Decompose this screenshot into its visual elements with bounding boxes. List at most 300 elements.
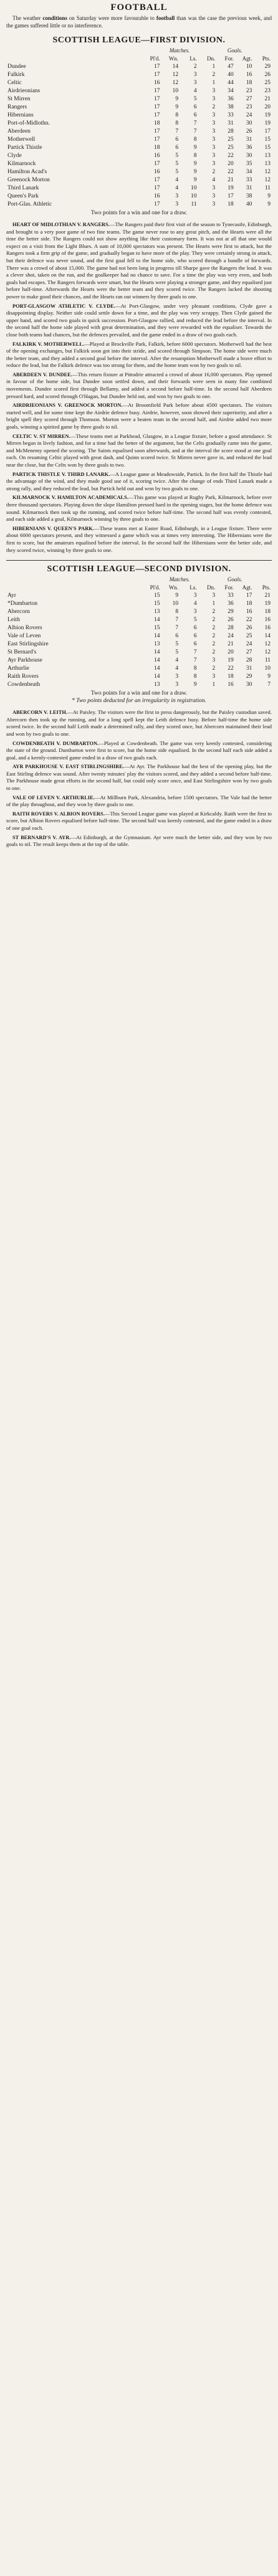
report-text: —A League game at Meadowside, Partick. In the first half the Thistle had the advantage of the wind, and they made good use of it, scoring twice. After the change of ends Third Lanark made a strong rally, and they reduced the lead, but Partick held out and won by two goals to one. [6,470,272,492]
stat-cell: 29 [246,673,252,680]
second-division-section [6,564,272,704]
team-name: St Mirren [7,96,31,102]
stat-cell: 8 [193,153,197,159]
stat-cell: 14 [153,673,160,680]
stat-cell: 4 [175,185,179,191]
stat-cell: 24 [246,112,252,118]
intro-text: The weather [12,15,43,21]
match-report [6,494,272,523]
table-row [6,176,272,184]
stat-cell: 14 [153,633,160,640]
match-report [6,471,272,493]
table-row [6,184,272,192]
stat-cell: 3 [212,112,216,118]
stat-cell: 16 [153,169,160,175]
stat-cell: 8 [175,120,179,126]
stat-cell: 14 [153,649,160,656]
stat-cell: 22 [246,617,252,624]
stat-cell: 34 [246,169,252,175]
stat-cell: 9 [193,682,197,688]
stat-cell: 5 [175,641,179,648]
stat-cell: 20 [228,161,234,167]
stat-cell: 4 [175,665,179,672]
report-heading: HEART OF MIDLOTHIAN V. RANGERS. [12,222,110,227]
second-division-table [6,576,272,689]
stat-cell: 17 [153,112,160,118]
stat-cell: 10 [264,665,271,672]
stat-cell: 2 [212,625,216,632]
stat-cell: 5 [175,161,179,167]
team-name: Ayr [7,592,16,599]
table-row [6,592,272,600]
first-division-title: SCOTTISH LEAGUE—FIRST DIVISION. [52,36,226,45]
column-header: For. [224,584,234,591]
stat-cell: 3 [193,592,197,599]
stat-cell: 17 [264,128,271,135]
stat-cell: 19 [264,112,271,118]
stat-cell: 31 [246,665,252,672]
match-report [6,341,272,369]
team-name: Abercorn [7,609,30,615]
stat-cell: 3 [212,592,216,599]
stat-cell: 31 [246,185,252,191]
stat-cell: 22 [228,169,234,175]
stat-cell: 17 [153,185,160,191]
stat-cell: 33 [246,177,252,183]
stat-cell: 14 [153,617,160,624]
intro-text: on Saturday were more favourable to [67,15,156,21]
team-name: Aberdeen [7,128,31,135]
matches-group-header: Matches. [169,576,190,583]
stat-cell: 30 [246,682,252,688]
team-name: *Dumbarton [7,601,38,607]
stat-cell: 3 [193,80,197,86]
stat-cell: 3 [212,657,216,664]
table-row [6,152,272,160]
stat-cell: 21 [228,177,234,183]
report-text: —At Ayr. The Parkhouse had the best of the opening play, but the East Stirling defence was sound. After twenty minutes' play the visitors scored, and they added a second before half-time. The Parkhouse made great efforts in the second half, but could only score once, and East Stirlingshire won by two goals to one. [6,763,272,792]
stat-cell: 3 [212,120,216,126]
stat-cell: 4 [175,177,179,183]
intro-text: than was the case the previous week, and the games suffered little or no interference. [6,15,272,29]
team-name: Third Lanark [7,185,39,191]
stat-cell: 7 [193,120,197,126]
report-heading: VALE OF LEVEN V. ARTHURLIE. [12,794,95,801]
stat-cell: 6 [193,625,197,632]
stat-cell: 16 [246,72,252,78]
report-heading: COWDENBEATH V. DUMBARTON. [12,740,99,746]
stat-cell: 1 [212,601,216,607]
stat-cell: 27 [246,96,252,102]
report-text: —At Paisley. The visitors were the first to press dangerously, but the Paisley custodian saved. Abercorn then took up the running, and for a long spell kept the Leith defence busy. Before half-time the home side scored twice. In the second half Leith made a determined rally, and they scored once, but Abercorn maintained their lead and won by two goals to one. [6,709,272,737]
stat-cell: 7 [193,128,197,135]
stat-cell: 18 [153,120,160,126]
stat-cell: 23 [246,104,252,110]
stat-cell: 18 [264,609,271,615]
team-name: Rangers [7,104,27,110]
stat-cell: 12 [172,72,179,78]
match-report [6,709,272,738]
stat-cell: 14 [264,633,271,640]
column-header: Ls. [189,55,197,62]
report-heading: RAITH ROVERS V. ALBION ROVERS. [12,810,105,817]
stat-cell: 9 [267,201,271,207]
stat-cell: 8 [193,673,197,680]
page-title: FOOTBALL [110,2,168,12]
newspaper-page [6,2,272,2576]
stat-cell: 16 [228,682,234,688]
stat-cell: 19 [228,185,234,191]
match-report [6,525,272,554]
report-text: —At Millburn Park, Alexandria, before 1500 spectators. The Vale had the better of the play throughout, and they won by three goals to one. [6,794,272,808]
team-name: Leith [7,617,21,624]
stat-cell: 27 [246,649,252,656]
table-row [6,649,272,657]
team-name: Raith Rovers [7,673,39,680]
match-report [6,763,272,792]
stat-cell: 19 [228,657,234,664]
stat-cell: 6 [175,136,179,143]
stat-cell: 6 [193,112,197,118]
stat-cell: 25 [228,136,234,143]
match-report [6,371,272,400]
stat-cell: 19 [264,601,271,607]
table-row [6,673,272,681]
column-header: For. [224,55,234,62]
stat-cell: 4 [212,177,216,183]
stat-cell: 3 [212,153,216,159]
column-header: Pts. [262,55,271,62]
team-name: Hamilton Acad's [7,169,47,175]
stat-cell: 6 [193,633,197,640]
stat-cell: 9 [175,592,179,599]
stat-cell: 3 [212,145,216,151]
stat-cell: 22 [228,153,234,159]
team-name: Dundee [7,64,26,70]
report-heading: FALKIRK V. MOTHERWELL. [12,341,85,347]
stat-cell: 17 [153,136,160,143]
match-report [6,740,272,762]
table-row [6,201,272,209]
report-heading: ST BERNARD'S V. AYR. [12,834,71,840]
stat-cell: 15 [153,601,160,607]
match-report [6,221,272,301]
stat-cell: 21 [228,641,234,648]
first-division-table [6,47,272,209]
match-report [6,303,272,339]
stat-cell: 2 [212,169,216,175]
stat-cell: 6 [193,104,197,110]
stat-cell: 7 [175,625,179,632]
blank-head [6,55,143,63]
matches-group-header: Matches. [169,47,190,54]
stat-cell: 16 [246,609,252,615]
report-heading: ABERDEEN V. DUNDEE. [12,371,72,378]
report-text: —Played at Brockville Park, Falkirk, before 6000 spectators. Motherwell had the best of the opening exchanges, but Falkirk soon got into their stride, and scored through Simpson. The home side were much the better team, and they added a second goal before the interval. After the resumption Motherwell made a brave effort to reduce the lead, but the Falkirk defence was too strong for them, and the home team won by two goals to nil. [6,340,272,369]
stat-cell: 5 [193,96,197,102]
stat-cell: 13 [264,153,271,159]
stat-cell: 16 [153,193,160,199]
stat-cell: 18 [153,145,160,151]
stat-cell: 4 [193,88,197,94]
stat-cell: 9 [193,161,197,167]
table-row [6,95,272,103]
stat-cell: 4 [193,601,197,607]
stat-cell: 36 [228,96,234,102]
match-report [6,834,272,848]
report-text: —The Rangers paid their first visit of the season to Tynecastle, Edinburgh, and brought to a very poor game of two fine teams. The game never rose to any great pitch, and the Hearts were all the time the better side. The Rangers could not show anything like their customary form. It was not at all that one would expect on a visit from the Light Blues. A sum of 10,000 spectators was present. The Hearts were first to attack, but the Rangers took a firm grip of the game, and gradually began to have more of the play. They were certainly strong in attack, but their defence was never sound, and the first goal fell to the home side, who scored through a bundle of forwards. There was a crowd of about 15,000. The game had not been long in progress till Sharpe gave the Rangers the lead. It was a clever shot, taken on the run, and the goalkeeper had no chance to save. For a time the play was very even, and both goals had escapes. The Rangers forwards were smart, but the Hearts were playing a stronger game, and they equalised just before half-time. Afterwards the Hearts were the better team and they scored twice. The Rangers lacked the shooting power to make good their chances, and the Hearts ran out winners by three goals to one. [6,221,272,300]
highlight-conditions: conditions [42,15,67,21]
stat-cell: 3 [212,193,216,199]
stat-cell: 14 [153,657,160,664]
report-text: —This return fixture at Pittodrie attracted a crowd of about 16,000 spectators. Play opened in favour of the home side, but Dundee soon settled down, and their forwards were seen in many fine combined movements. Dundee scored first through Bellamy, and added a second before half-time. In the second half Aberdeen pressed hard, and scored through O'Hagan, but Dundee held out, and won by two goals to one. [6,371,272,399]
table-row [6,632,272,640]
stat-cell: 10 [191,193,197,199]
stat-cell: 16 [264,617,271,624]
stat-cell: 28 [228,625,234,632]
stat-cell: 3 [212,161,216,167]
table-row [6,112,272,120]
stat-cell: 7 [193,657,197,664]
stat-cell: 5 [175,649,179,656]
team-name: Albion Rovers [7,625,42,632]
column-header: Ls. [189,584,197,591]
column-header: Dn. [206,584,216,591]
team-name: Cowdenbeath [7,682,41,688]
stat-cell: 47 [228,64,234,70]
stat-cell: 36 [228,601,234,607]
column-header: Pl'd. [150,584,160,591]
stat-cell: 7 [175,128,179,135]
team-name: Queen's Park [7,193,39,199]
column-header-row [6,584,272,592]
table-row [6,624,272,632]
stat-cell: 10 [172,601,179,607]
stat-cell: 9 [193,169,197,175]
stat-cell: 18 [246,80,252,86]
stat-cell: 18 [228,201,234,207]
stat-cell: 17 [153,128,160,135]
table-row [6,160,272,168]
stat-cell: 34 [228,88,234,94]
table-row [6,87,272,95]
stat-cell: 12 [264,641,271,648]
column-header-row [6,55,272,63]
goals-group-header: Goals. [227,576,242,583]
blank-head [6,576,143,584]
stat-cell: 15 [153,625,160,632]
report-heading: AIRDRIEONIANS V. GREENOCK MORTON. [12,402,123,409]
stat-cell: 29 [264,64,271,70]
stat-cell: 9 [193,177,197,183]
report-text: —Played at Cowdenbeath. The game was very keenly contested, considering the state of the ground. Dumbarton were first to score, but the home side equalised. In the second half each side added a goal, and a keenly-contested game ended in a draw of two goals each. [6,739,272,761]
stat-cell: 3 [193,72,197,78]
stat-cell: 15 [264,145,271,151]
stat-cell: 7 [175,617,179,624]
stat-cell: 12 [172,80,179,86]
team-name: Ayr Parkhouse [7,657,42,664]
blank-head [6,47,143,55]
stat-cell: 11 [264,657,271,664]
team-name: Falkirk [7,72,25,78]
stat-cell: 21 [264,96,271,102]
stat-cell: 13 [264,161,271,167]
stat-cell: 8 [193,665,197,672]
stat-cell: 30 [246,153,252,159]
stat-cell: 13 [153,609,160,615]
report-heading: AYR PARKHOUSE V. EAST STIRLINGSHIRE. [12,764,124,770]
report-heading: KILMARNOCK V. HAMILTON ACADEMICALS. [12,495,128,501]
stat-cell: 9 [175,104,179,110]
blank-head [253,47,272,55]
stat-cell: 11 [191,201,197,207]
team-name: Clyde [7,153,22,159]
stat-cell: 17 [153,88,160,94]
stat-cell: 22 [228,665,234,672]
match-report [6,794,272,809]
stat-cell: 16 [153,153,160,159]
stat-cell: 15 [153,592,160,599]
stat-cell: 24 [246,641,252,648]
deduction-note: * Two points deducted for an irregularity in registration. [72,698,206,705]
stat-cell: 23 [246,88,252,94]
stat-cell: 1 [212,64,216,70]
team-name: Port-Glas. Athletic [7,201,52,207]
stat-cell: 5 [193,617,197,624]
blank-head [6,584,143,592]
team-name: Motherwell [7,136,36,143]
stat-cell: 3 [175,193,179,199]
stat-cell: 9 [175,96,179,102]
stat-cell: 3 [212,201,216,207]
stat-cell: 2 [212,665,216,672]
stat-cell: 26 [228,617,234,624]
team-name: Port-of-Midlothn. [7,120,50,126]
stat-cell: 33 [228,112,234,118]
stat-cell: 3 [175,201,179,207]
second-division-reports [6,709,272,848]
column-header: Dn. [206,55,216,62]
stat-cell: 12 [264,649,271,656]
stat-cell: 26 [246,625,252,632]
table-row [6,79,272,87]
team-name: Kilmarnock [7,161,36,167]
column-header: Agt. [242,55,252,62]
stat-cell: 2 [193,64,197,70]
stat-cell: 17 [228,193,234,199]
stat-cell: 26 [264,72,271,78]
column-header: Agt. [242,584,252,591]
stat-cell: 17 [153,72,160,78]
stat-cell: 9 [193,145,197,151]
table-row [6,600,272,608]
stat-cell: 38 [246,193,252,199]
stat-cell: 3 [212,185,216,191]
stat-cell: 1 [212,682,216,688]
stat-cell: 4 [175,657,179,664]
report-text: —At Edinburgh, at the Gymnasium. Ayr were much the better side, and they won by two goals to nil. The result keeps them at the top of the table. [6,834,272,848]
team-name: East Stirlingshire [7,641,49,648]
table-row [6,128,272,136]
stat-cell: 14 [153,665,160,672]
stat-cell: 14 [172,64,179,70]
stat-cell: 35 [246,161,252,167]
stat-cell: 2 [212,609,216,615]
stat-cell: 1 [212,80,216,86]
stat-cell: 18 [228,673,234,680]
stat-cell: 13 [153,641,160,648]
team-name: St Bernard's [7,649,37,656]
stat-cell: 2 [212,649,216,656]
report-heading: PORT-GLASGOW ATHLETIC V. CLYDE. [12,303,115,309]
stat-cell: 3 [175,682,179,688]
column-header: Wn. [168,55,179,62]
match-report [6,433,272,469]
second-division-title: SCOTTISH LEAGUE—SECOND DIVISION. [47,564,231,574]
table-row [6,71,272,79]
table-row [6,136,272,144]
stat-cell: 33 [228,592,234,599]
stat-cell: 17 [153,96,160,102]
team-name: Greenock Morton [7,177,50,183]
report-text: —These teams met at Parkhead, Glasgow, in a League fixture, before a good attendance. St Mirren began in lively fashion, and for a time had the better of the argument, but the Celts gradually came into the game, and McMenemy opened the scoring. The Saints equalised soon afterwards, and at the interval the score stood at one goal each. On resuming Celtic played with great dash, and Quinn scored twice. St Mirren never gave in, and reduced the lead near the close, but the Celts won by three goals to two. [6,432,272,468]
stat-cell: 3 [212,136,216,143]
stat-cell: 2 [212,641,216,648]
table-row [6,63,272,71]
match-report [6,810,272,832]
report-text: —This Second League game was played at Kirkcaldy. Raith were the first to score, but Albion Rovers equalised before half-time. The second half was keenly contested, and the game ended in a draw of one goal each. [6,810,272,832]
stat-cell: 2 [212,617,216,624]
stat-cell: 2 [212,633,216,640]
team-name: Arthurlie [7,665,29,672]
stat-cell: 31 [228,120,234,126]
stat-cell: 20 [228,649,234,656]
stat-cell: 3 [175,673,179,680]
stat-cell: 40 [228,72,234,78]
team-name: Hibernians [7,112,34,118]
table-row [6,168,272,176]
stat-cell: 6 [175,145,179,151]
intro-paragraph [6,14,272,29]
stat-cell: 17 [153,104,160,110]
stat-cell: 3 [193,609,197,615]
stat-cell: 26 [246,128,252,135]
points-note: Two points for a win and one for a draw. [90,690,188,697]
stat-cell: 17 [153,64,160,70]
blank-head [253,576,272,584]
team-name: Celtic [7,80,22,86]
report-text: —At Broomfield Park before about 4500 spectators. The visitors started well, and for some time kept the Airdrie defence busy. Airdrie, however, soon showed their superiority, and after a bright spell they scored through Thomson. Morton were a beaten team in the second half, and Airdrie added two more goals, winning a spirited game by three goals to nil. [6,402,272,430]
stat-cell: 10 [246,64,252,70]
goals-group-header: Goals. [227,47,242,54]
stat-cell: 23 [264,88,271,94]
report-heading: HIBERNIANS V. QUEEN'S PARK. [12,525,94,531]
stat-cell: 17 [246,592,252,599]
report-text: —This game was played at Rugby Park, Kilmarnock, before over three thousand spectators. Playing down the slope Hamilton pressed hard in the opening stages, but the home defence was sound. Kilmarnock then took up the running, and scored twice before half-time. The second half was evenly contested, and each side added a goal, Kilmarnock winning by three goals to one. [6,494,272,523]
points-note: Two points for a win and one for a draw. [90,210,188,216]
stat-cell: 2 [212,104,216,110]
stat-cell: 40 [246,201,252,207]
table-row [6,144,272,152]
table-row [6,665,272,673]
report-heading: PARTICK THISTLE V. THIRD LANARK. [12,471,110,477]
section-divider [6,560,272,561]
stat-cell: 13 [153,682,160,688]
stat-cell: 21 [264,592,271,599]
column-header: Pts. [262,584,271,591]
stat-cell: 12 [264,177,271,183]
stat-cell: 3 [212,96,216,102]
